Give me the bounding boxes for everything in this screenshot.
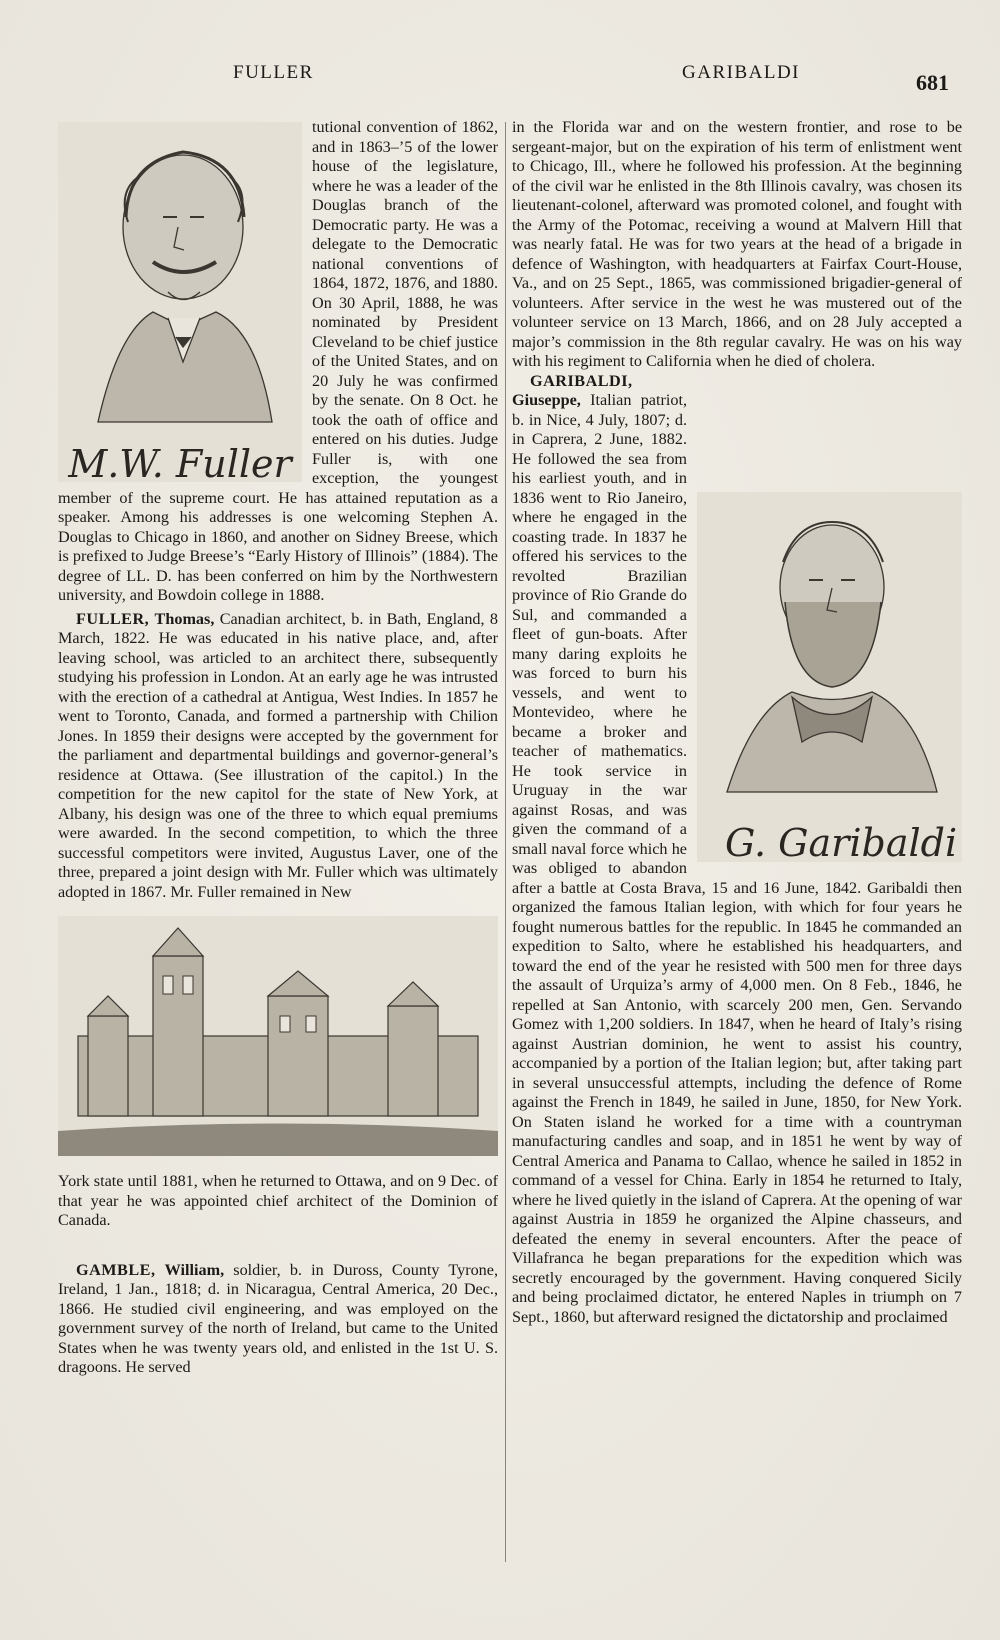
entry-spacer (58, 1231, 498, 1261)
garibaldi-surname: GARIBALDI, (530, 371, 633, 390)
ottawa-capitol-illustration (58, 916, 498, 1156)
column-divider (505, 122, 506, 1562)
fuller-portrait-engraving-icon (58, 122, 302, 486)
garibaldi-entry (512, 372, 962, 1328)
running-head-right: GARIBALDI (682, 62, 800, 83)
garibaldi-portrait-engraving-icon (697, 492, 962, 865)
fuller-thomas-text: Canadian architect, b. in Bath, England, 8 March, 1822. He was educated in his native place, and, after leaving school, was articled to an architect there, subsequently studying his profession in London. At an early age he was intrusted with the erection of a cathedral at Antigua, West Indies. In 1857 he went to Toronto, Canada, and formed a partnership with Chilion Jones. In 1859 their designs were accepted by the government for the parliament and departmental buildings and governor-general’s residence at Ottawa. (See illustration of the capitol.) In the competition for the new capitol for the state of New York, at Albany, his design was one of the three to which equal premiums were awarded. In the second competition, to which the three successful competitors were invited, Augustus Laver, one of the three, prepared a joint design with Mr. Fuller which was ultimately adopted in 1867. Mr. Fuller remained in New (58, 609, 498, 901)
fuller-signature: M.W. Fuller (68, 441, 292, 486)
garibaldi-portrait (697, 492, 962, 865)
gamble-continued: in the Florida war and on the western frontier, and rose to be sergeant-major, but on the expiration of his term of enlistment went to Chicago, Ill., where he followed his profession. At the beginning of the civil war he enlisted in the 8th Illinois cavalry, was chosen its lieutenant-colonel, afterward was promoted colonel, and fought with the Army of the Potomac, receiving a wound at Malvern Hill that was nearly fatal. He was for two years at the head of a brigade in defence of Washington, with headquarters at Fairfax Court-House, Va., and on 25 Sept., 1865, was commissioned brigadier-general of volunteers. After service in the west he was mustered out of the volunteer service on 13 March, 1866, and on 28 July accepted a major’s commission in the 8th regular cavalry. He was on his way with his regiment to California when he died of cholera. (512, 118, 962, 370)
fuller-portrait (58, 122, 302, 486)
garibaldi-given: Giuseppe, (512, 391, 581, 409)
gamble-given: William, (164, 1260, 225, 1279)
fuller-thomas-surname: FULLER, (76, 609, 150, 628)
fuller-melville-continued (58, 118, 498, 606)
gamble-surname: GAMBLE, (76, 1260, 156, 1279)
garibaldi-signature: G. Garibaldi (725, 821, 958, 865)
gamble-text: soldier, b. in Duross, County Tyrone, Ireland, 1 Jan., 1818; d. in Nicaragua, Central America, 20 Dec., 1866. He studied civil engineering, and was employed on the government survey of the north of Ireland, but came to the United States when he was twenty years old, and enlisted in the 1st U. S. dragoons. He served (58, 1260, 498, 1376)
fuller-thomas-entry (58, 610, 498, 903)
right-column (512, 118, 962, 1578)
fuller-thomas-continued: York state until 1881, when he returned to Ottawa, and on 9 Dec. of that year he was appointed chief architect of the Dominion of Canada. (58, 1172, 498, 1229)
running-head-left: FULLER (233, 62, 314, 83)
fuller-melville-text: tutional convention of 1862, and in 1863–’5 of the lower house of the legislature, where he was a leader of the Douglas branch of the Democratic party. He was a delegate to the Democratic national conventions of 1864, 1872, 1876, and 1880. On 30 April, 1888, he was nominated by President Cleveland to be chief justice of the United States, and on 20 July he was confirmed by the senate. On 8 Oct. he took the oath of office and entered on his duties. Judge Fuller is, with one exception, the youngest member of the supreme court. He has attained reputation as a speaker. Among his addresses is one welcoming Stephen A. Douglas to Chicago in 1860, and another on Sidney Breese, which is prefixed to Judge Breese’s “Early History of Illinois” (1884). The degree of LL. D. has been conferred on him by the Northwestern university, and Bowdoin college in 1888. (58, 118, 498, 604)
fuller-thomas-given: Thomas, (154, 609, 215, 628)
garibaldi-text: Italian patriot, b. in Nice, 4 July, 1807; d. in Caprera, 2 June, 1882. He followed the sea from his earliest youth, and in 1836 went to Rio Janeiro, where he engaged in the coasting trade. In 1837 he offered his services to the revolted Brazilian province of Rio Grande do Sul, and commanded a fleet of gun-boats. After many daring exploits he was forced to burn his vessels, and went to Montevideo, where he became a broker and teacher of mathematics. He took service in Uruguay in the war against Rosas, and was given the command of a small naval force which he was obliged to abandon after a battle at Costa Brava, 15 and 16 June, 1842. Garibaldi then organized the famous Italian legion, with which for four years he fought numerous battles for the republic. In 1845 he commanded an expedition to Salto, where he established his headquarters, and toward the end of the year he resisted with 500 men for three days the assault of Urquiza’s army of 4,000 men. On 8 Feb., 1846, he repelled at San Antonio, with scarcely 200 men, Gen. Servando Gomez with 1,200 soldiers. In 1847, when he heard of Italy’s rising against Austrian dominion, he went to assist his country, accompanied by a portion of the Italian legion; but, after taking part in several unsuccessful attempts, including the defence of Rome against the French in 1849, he sailed in June, 1850, for New York. On Staten island he worked for a time with a countryman manufacturing candles and soap, and in 1851 he went by way of Central America and Panama to Callao, whence he sailed in 1852 in command of a vessel for China. Early in 1854 he returned to Italy, where he lived quietly in the island of Caprera. At the opening of war against Austria in 1859 he organized the Alpine chasseurs, and defeated the enemy in several encounters. After the peace of Villafranca he began preparations for the expedition which was secretly encouraged by the government. Having conquered Sicily and being proclaimed dictator, he entered Naples in triumph on 7 Sept., 1860, but afterward resigned the dictatorship and proclaimed (512, 391, 962, 1326)
parliament-building-icon (58, 916, 498, 1156)
page-number: 681 (916, 70, 949, 95)
gamble-entry (58, 1261, 498, 1378)
left-column (58, 118, 498, 1578)
